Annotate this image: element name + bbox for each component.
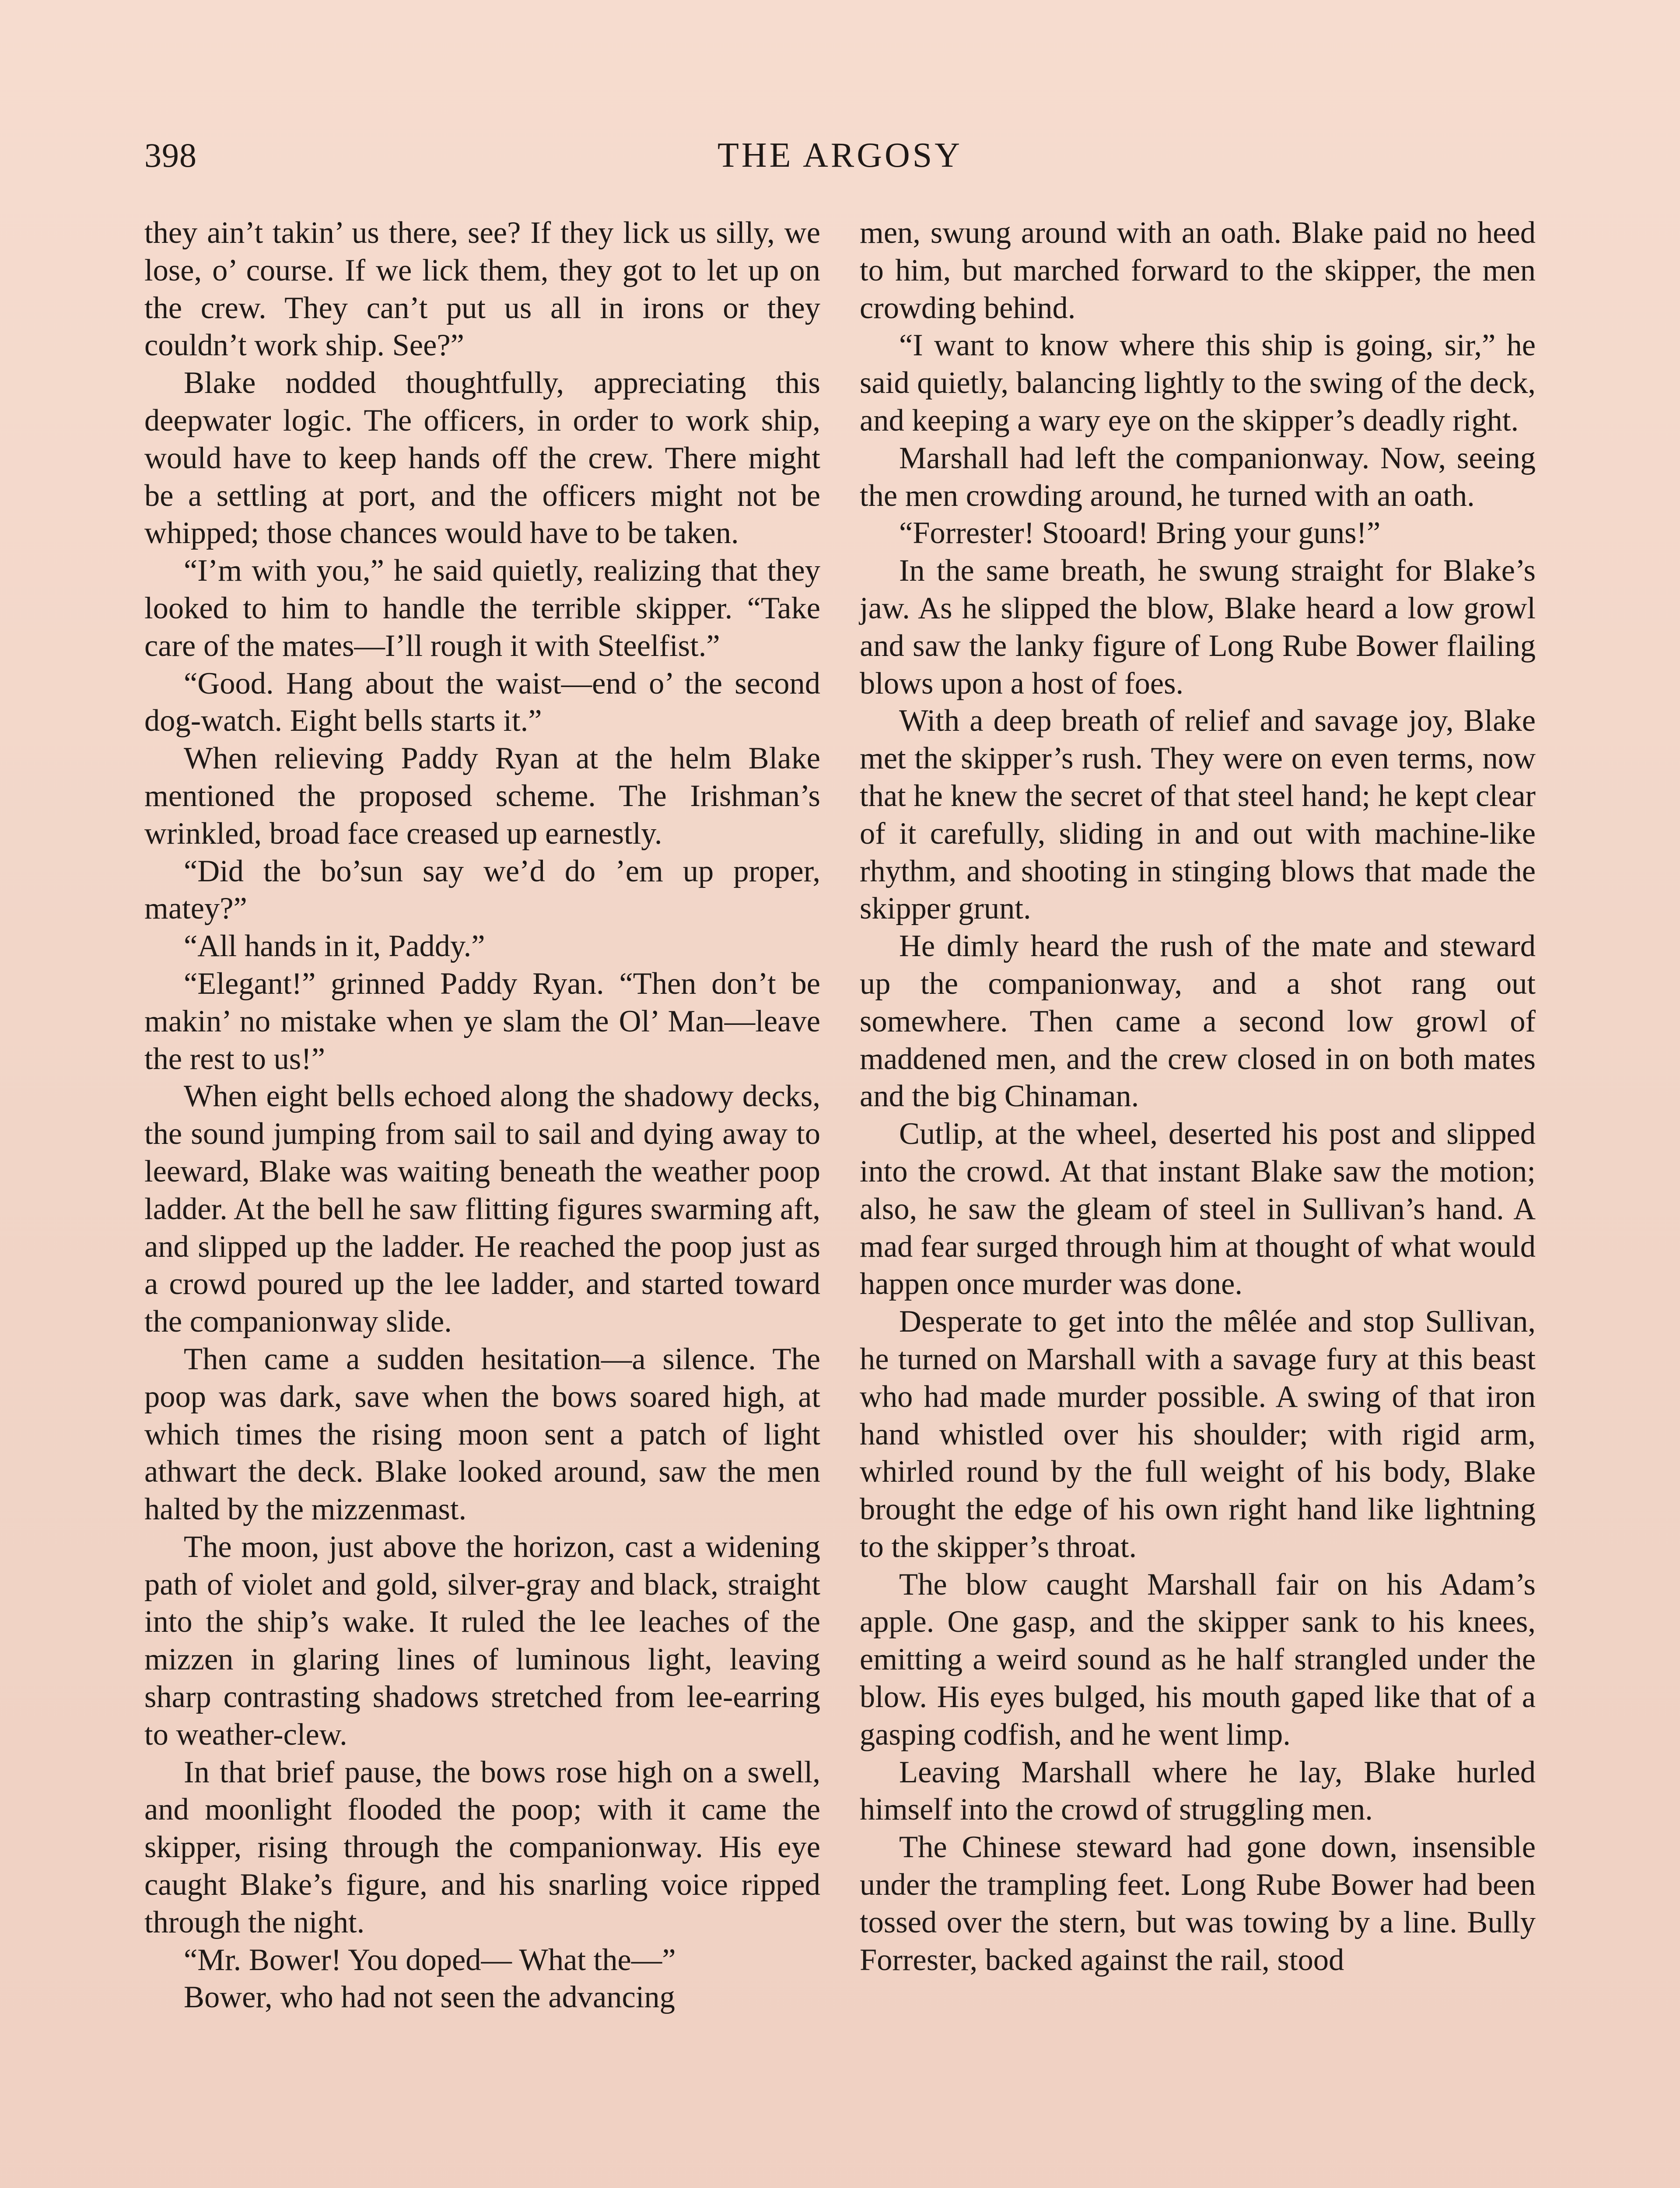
paragraph: Desperate to get into the mêlée and stop Sullivan, he turned on Marshall with a savage fury at this beast who had made murder possible. A swing of that iron hand whistled over his shoulder; with rigid arm, whirled round by the full weight of his body, Blake brought the edge of his own right hand like lightning to the skipper’s throat. bbox=[860, 1304, 1536, 1564]
paragraph: Blake nodded thoughtfully, appreciating this deepwater logic. The officers, in order to work ship, would have to keep hands off the crew. There might be a settling at port, and the officers might not be whipped; those chances would have to be taken. bbox=[144, 366, 820, 551]
paragraph: “Elegant!” grinned Paddy Ryan. “Then don’t be makin’ no mistake when ye slam the Ol’ Man—leave the rest to us!” bbox=[144, 966, 820, 1076]
paragraph: Cutlip, at the wheel, deserted his post and slipped into the crowd. At that instant Blake saw the motion; also, he saw the gleam of steel in Sullivan’s hand. A mad fear surged through him at thought of what would happen once murder was done. bbox=[860, 1117, 1536, 1301]
paragraph: The Chinese steward had gone down, insensible under the trampling feet. Long Rube Bower had been tossed over the stern, but was towing by a line. Bully Forrester, backed against the rail, stood bbox=[860, 1830, 1536, 1977]
left-column bbox=[144, 214, 820, 2016]
paragraph: Marshall had left the companionway. Now, seeing the men crowding around, he turned with an oath. bbox=[860, 441, 1536, 513]
paragraph: In that brief pause, the bows rose high on a swell, and moonlight flooded the poop; with it came the skipper, rising through the companionway. His eye caught Blake’s figure, and his snarling voice ripped through the night. bbox=[144, 1755, 820, 1939]
paragraph: men, swung around with an oath. Blake paid no heed to him, but marched forward to the skipper, the men crowding behind. bbox=[860, 216, 1536, 325]
paragraph: Bower, who had not seen the advancing bbox=[184, 1980, 675, 2015]
page-header bbox=[144, 131, 1536, 184]
paragraph: In the same breath, he swung straight for Blake’s jaw. As he slipped the blow, Blake heard a low growl and saw the lanky figure of Long Rube Bower flailing blows upon a host of foes. bbox=[860, 554, 1536, 701]
paragraph: Then came a sudden hesitation—a silence. The poop was dark, save when the bows soared high, at which times the rising moon sent a patch of light athwart the deck. Blake looked around, saw the men halted by the mizzenmast. bbox=[144, 1342, 820, 1527]
paragraph: “Mr. Bower! You doped— What the—” bbox=[184, 1943, 676, 1977]
paragraph: they ain’t takin’ us there, see? If they lick us silly, we lose, o’ course. If we lick them, they got to let up on the crew. They can’t put us all in irons or they couldn’t work ship. See?” bbox=[144, 216, 820, 363]
paragraph: He dimly heard the rush of the mate and steward up the companionway, and a shot rang out somewhere. Then came a second low growl of maddened men, and the crew closed in on both mates and the big Chinaman. bbox=[860, 929, 1536, 1114]
paragraph: “All hands in it, Paddy.” bbox=[184, 929, 485, 964]
paragraph: “I want to know where this ship is going, sir,” he said quietly, balancing lightly to the swing of the deck, and keeping a wary eye on the skipper’s deadly right. bbox=[860, 328, 1536, 438]
paragraph: “Good. Hang about the waist—end o’ the second dog-watch. Eight bells starts it.” bbox=[144, 666, 820, 738]
page-number: 398 bbox=[144, 136, 197, 174]
right-column bbox=[860, 214, 1536, 1979]
running-head: THE ARGOSY bbox=[717, 136, 963, 175]
paragraph: The moon, just above the horizon, cast a widening path of violet and gold, silver-gray and black, straight into the ship’s wake. It ruled the lee leaches of the mizzen in glaring lines of luminous light, leaving sharp contrasting shadows stretched from lee-earring to weather-clew. bbox=[144, 1529, 820, 1752]
paragraph: When relieving Paddy Ryan at the helm Blake mentioned the proposed scheme. The Irishman’s wrinkled, broad face creased up earnestly. bbox=[144, 741, 820, 851]
paragraph: “I’m with you,” he said quietly, realizing that they looked to him to handle the terrible skipper. “Take care of the mates—I’ll rough it with Steelfist.” bbox=[144, 554, 820, 663]
paragraph: Leaving Marshall where he lay, Blake hurled himself into the crowd of struggling men. bbox=[860, 1755, 1536, 1827]
paragraph: When eight bells echoed along the shadowy decks, the sound jumping from sail to sail and dying away to leeward, Blake was waiting beneath the weather poop ladder. At the bell he saw flitting figures swarming aft, and slipped up the ladder. He reached the poop just as a crowd poured up the lee ladder, and started toward the companionway slide. bbox=[144, 1079, 820, 1339]
paragraph: With a deep breath of relief and savage joy, Blake met the skipper’s rush. They were on even terms, now that he knew the secret of that steel hand; he kept clear of it carefully, sliding in and out with machine-like rhythm, and shooting in stinging blows that made the skipper grunt. bbox=[860, 704, 1536, 926]
paragraph: “Did the bo’sun say we’d do ’em up proper, matey?” bbox=[144, 854, 820, 926]
paragraph: “Forrester! Stooard! Bring your guns!” bbox=[899, 516, 1381, 551]
paragraph: The blow caught Marshall fair on his Adam’s apple. One gasp, and the skipper sank to his knees, emitting a weird sound as he half strangled under the blow. His eyes bulged, his mouth gaped like that of a gasping codfish, and he went limp. bbox=[860, 1567, 1536, 1752]
